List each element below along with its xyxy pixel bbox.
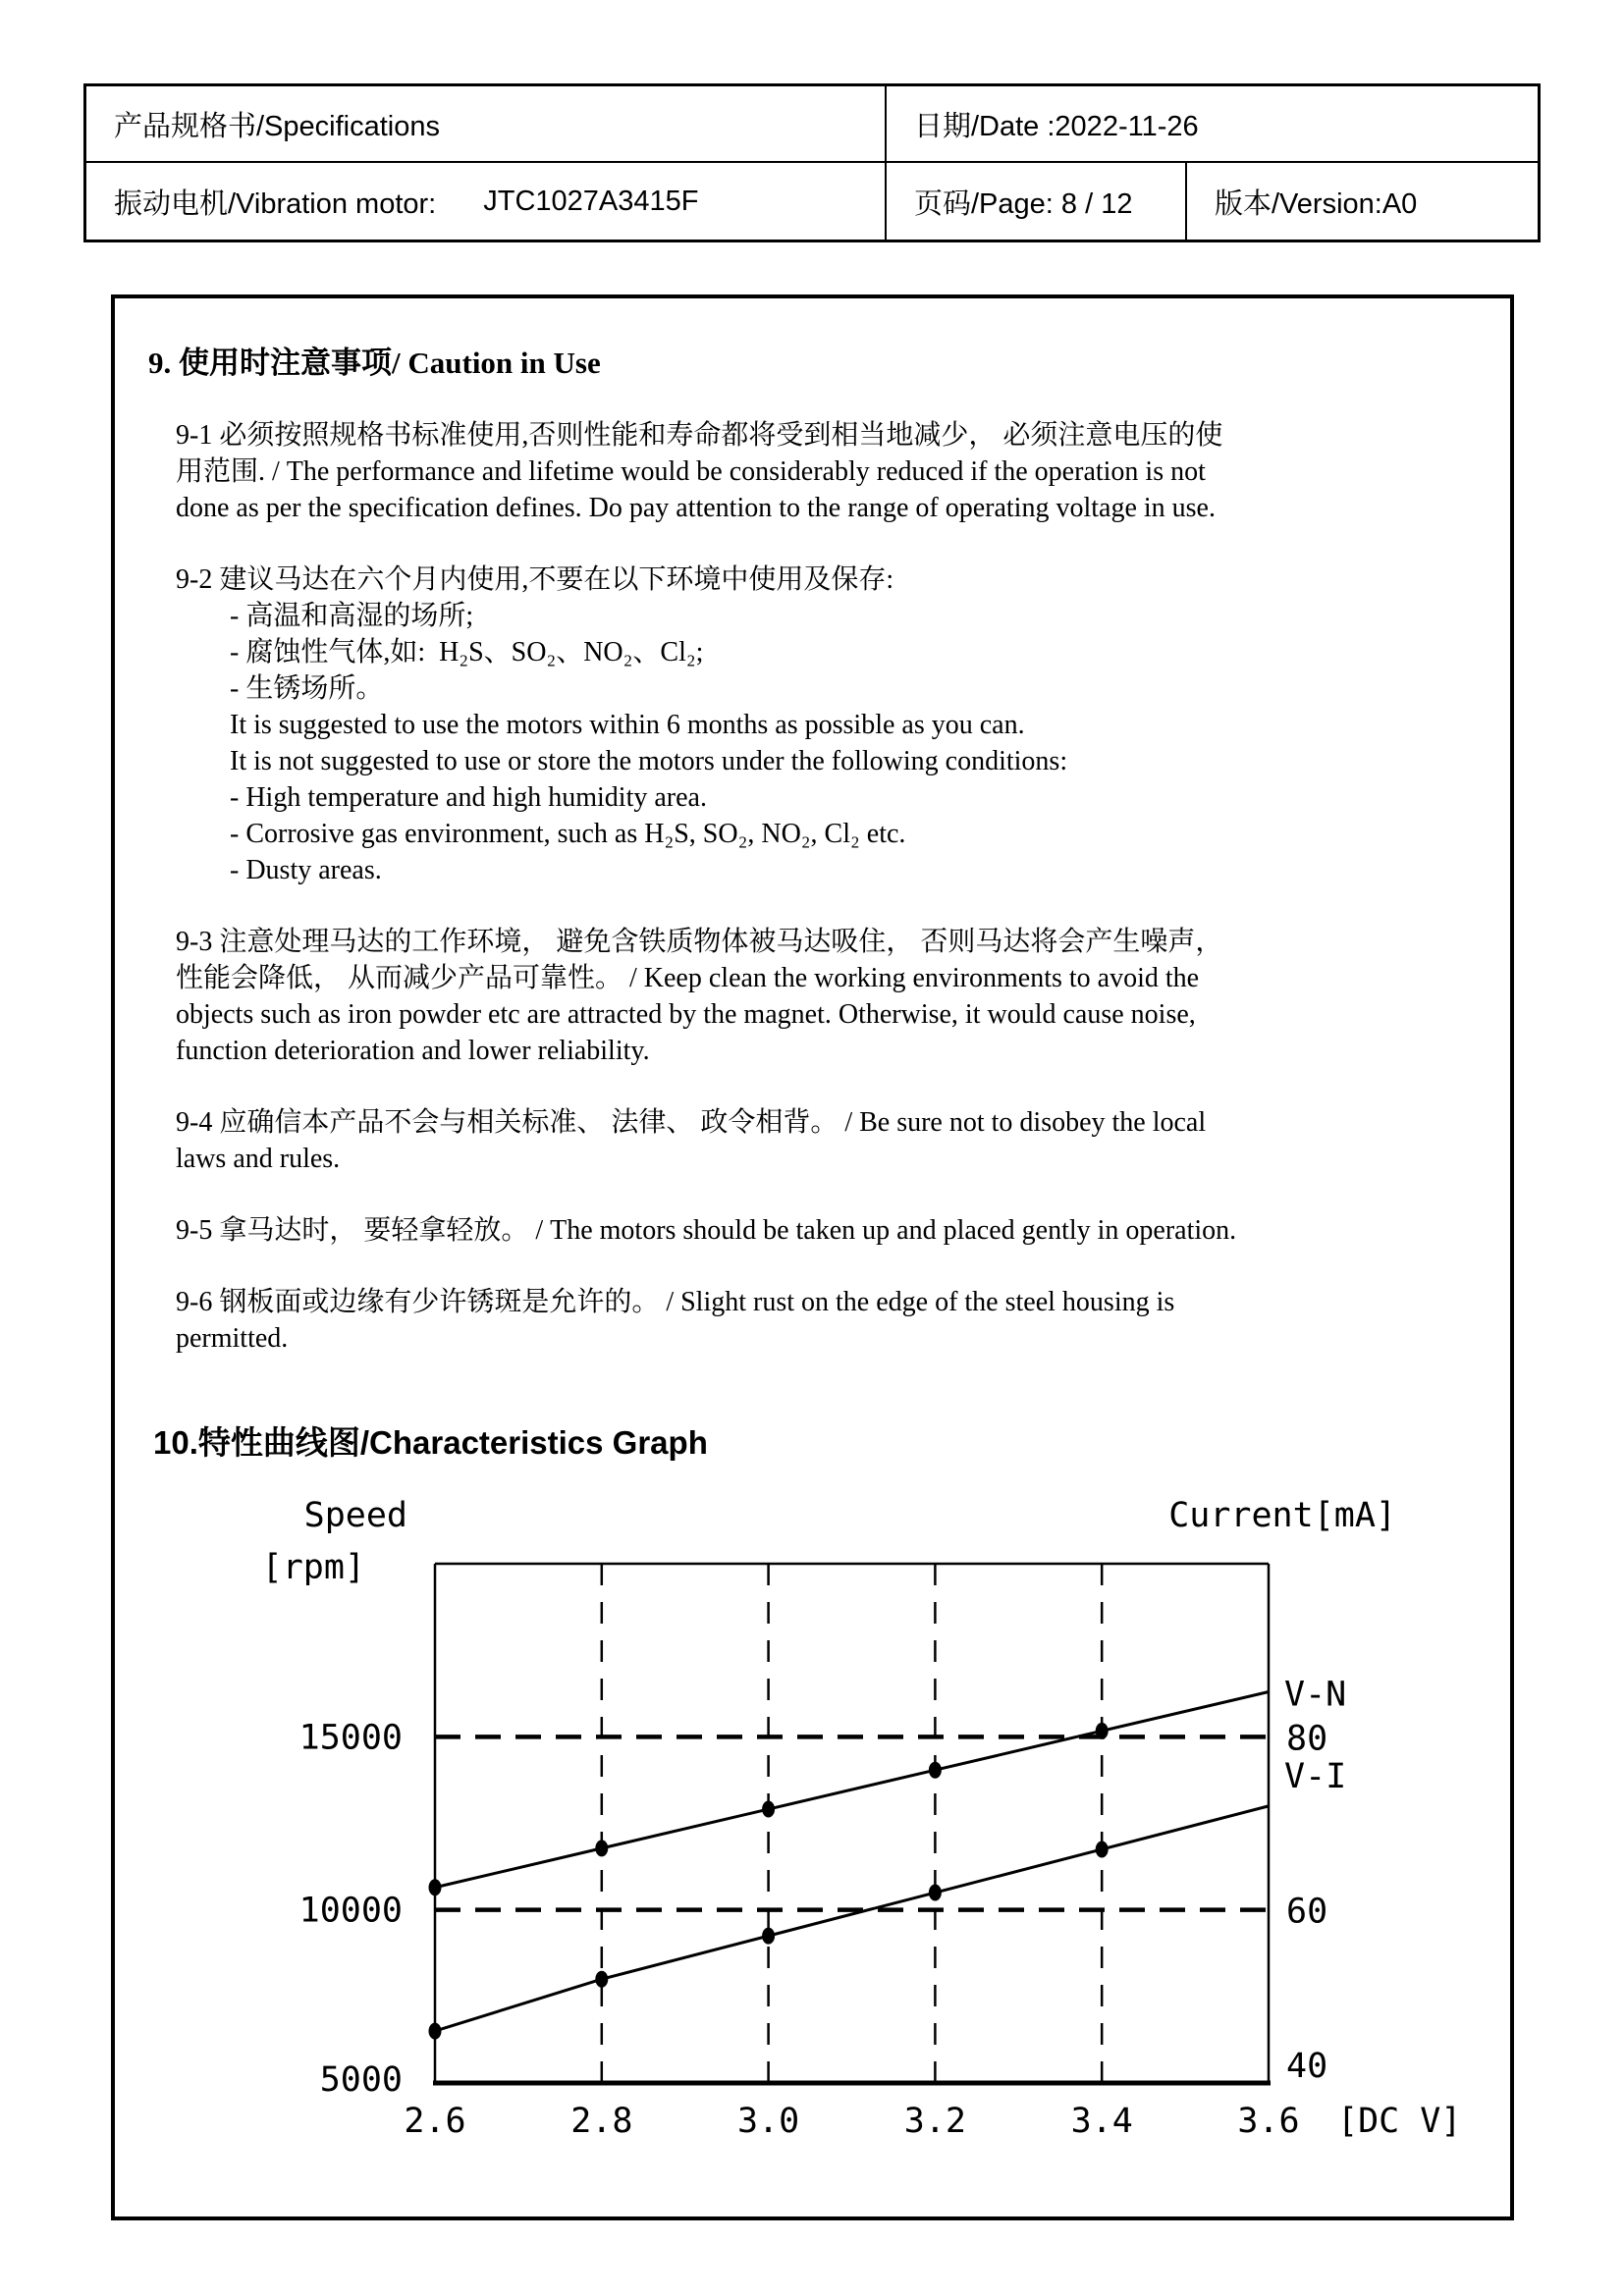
section10-title: 10.特性曲线图/Characteristics Graph — [153, 1424, 708, 1461]
right-axis-tick-label: 40 — [1286, 2047, 1328, 2086]
paragraph-line: done as per the specification defines. Do pay attention to the range of operating voltage in use. — [176, 493, 1216, 523]
motor-model: JTC1027A3415F — [483, 185, 699, 217]
x-axis-tick-label: 2.8 — [570, 2102, 633, 2141]
paragraph-line: - High temperature and high humidity area. — [230, 782, 707, 813]
paragraph-line: 9-5 拿马达时， 要轻拿轻放。 / The motors should be taken up and placed gently in operation. — [176, 1215, 1237, 1246]
paragraph-line: 用范围. / The performance and lifetime would be considerably reduced if the operation is not — [176, 456, 1206, 487]
paragraph-line: 9-1 必须按照规格书标准使用,否则性能和寿命都将受到相当地减少， 必须注意电压的使 — [176, 420, 1223, 451]
page-cell — [887, 163, 1187, 240]
paragraph-line: - Dusty areas. — [230, 855, 382, 885]
section9-title: 9. 使用时注意事项/ Caution in Use — [148, 346, 601, 380]
characteristics-chart-svg — [196, 1477, 1483, 2164]
paragraph-line: - 生锈场所。 — [230, 673, 384, 704]
data-point-v-n — [429, 1879, 442, 1896]
data-point-v-i — [929, 1885, 942, 1901]
caution-paragraph — [176, 924, 1471, 1069]
paragraph-line: 9-4 应确信本产品不会与相关标准、 法律、 政令相背。 / Be sure not to disobey the local — [176, 1107, 1207, 1138]
data-point-v-n — [762, 1801, 775, 1818]
caution-paragraph — [176, 1284, 1471, 1357]
paragraph-line: 性能会降低， 从而减少产品可靠性。 / Keep clean the working environments to avoid the — [176, 963, 1200, 993]
x-axis-tick-label: 3.0 — [736, 2102, 800, 2141]
paragraph-line: - 腐蚀性气体,如: H₂S、SO₂、NO₂、Cl₂; — [230, 637, 704, 667]
date-cell — [887, 86, 1538, 161]
paragraph-line: objects such as iron powder etc are attracted by the magnet. Otherwise, it would cause noise, — [176, 999, 1196, 1030]
paragraph-line: - 高温和高湿的场所; — [230, 601, 474, 631]
left-axis-tick-label: 5000 — [319, 2060, 403, 2100]
x-axis-tick-label: 3.4 — [1070, 2102, 1133, 2141]
data-point-v-n — [1096, 1723, 1109, 1739]
paragraph-line: 9-3 注意处理马达的工作环境， 避免含铁质物体被马达吸住， 否则马达将会产生噪声， — [176, 927, 1223, 957]
paragraph-line: It is suggested to use the motors within 6 months as possible as you can. — [230, 710, 1025, 740]
series-label-v-n: V-N — [1284, 1675, 1347, 1715]
paragraph-line: laws and rules. — [176, 1144, 341, 1174]
x-axis-tick-label: 2.6 — [404, 2102, 466, 2141]
series-label-v-i: V-I — [1284, 1756, 1347, 1796]
data-point-v-n — [929, 1762, 942, 1779]
data-point-v-i — [1096, 1841, 1109, 1857]
right-axis-title: Current[mA] — [1168, 1496, 1396, 1535]
date-label: 日期/Date :2022-11-26 — [914, 110, 1199, 142]
header-row-2 — [86, 163, 1538, 240]
header-table — [83, 83, 1541, 242]
right-axis-tick-label: 80 — [1286, 1719, 1328, 1759]
version-label: 版本/Version:A0 — [1215, 187, 1418, 220]
x-axis-tick-label: 3.2 — [903, 2102, 967, 2141]
motor-cell — [86, 163, 887, 240]
data-point-v-n — [595, 1840, 608, 1856]
data-point-v-i — [429, 2023, 442, 2040]
left-axis-tick-label: 10000 — [298, 1891, 403, 1931]
caution-paragraph — [176, 1104, 1471, 1177]
version-cell — [1187, 163, 1538, 240]
left-axis-tick-label: 15000 — [298, 1718, 403, 1758]
spec-title-cell — [86, 86, 887, 161]
paragraph-line: It is not suggested to use or store the motors under the following conditions: — [230, 746, 1068, 776]
paragraph-line: function deterioration and lower reliability. — [176, 1036, 650, 1066]
right-axis-tick-label: 60 — [1286, 1892, 1328, 1932]
header-row-1 — [86, 86, 1538, 163]
series-line-v-n — [435, 1691, 1269, 1887]
series-line-v-i — [435, 1806, 1269, 2031]
caution-paragraphs — [176, 417, 1471, 1357]
data-point-v-i — [595, 1971, 608, 1988]
paragraph-line: 9-6 钢板面或边缘有少许锈斑是允许的。 / Slight rust on the edge of the steel housing is — [176, 1287, 1175, 1317]
x-axis-unit-label: [DC V] — [1337, 2102, 1462, 2141]
left-axis-title: Speed — [303, 1496, 407, 1535]
spec-title-label: 产品规格书/Specifications — [114, 110, 440, 142]
page-label: 页码/Page: 8 / 12 — [914, 187, 1133, 220]
left-axis-title-unit: [rpm] — [261, 1548, 365, 1587]
paragraph-line: - Corrosive gas environment, such as H₂S, SO₂, NO₂, Cl₂ etc. — [230, 819, 906, 849]
caution-paragraph — [176, 561, 1471, 888]
paragraph-line: 9-2 建议马达在六个月内使用,不要在以下环境中使用及保存: — [176, 564, 894, 595]
characteristics-chart — [196, 1477, 1483, 2164]
data-point-v-i — [762, 1928, 775, 1945]
caution-paragraph — [176, 1212, 1471, 1249]
paragraph-line: permitted. — [176, 1323, 289, 1354]
caution-paragraph — [176, 417, 1471, 526]
motor-label: 振动电机/Vibration motor: — [114, 187, 437, 220]
x-axis-tick-label: 3.6 — [1237, 2102, 1300, 2141]
